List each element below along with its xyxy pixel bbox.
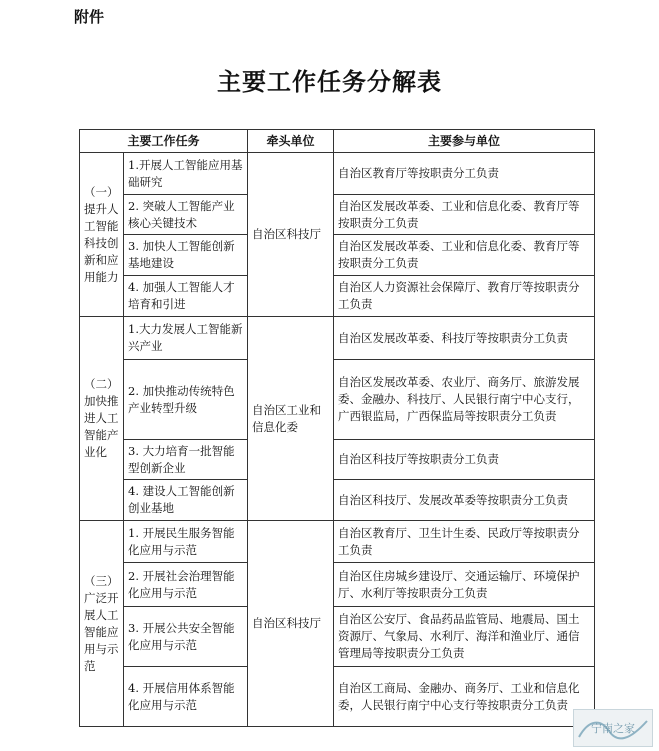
table-row <box>80 607 595 667</box>
participants-cell: 自治区发展改革委、工业和信息化委、教育厅等按职责分工负责 <box>334 195 595 235</box>
header-lead-unit: 牵头单位 <box>248 130 334 153</box>
participants-cell: 自治区人力资源社会保障厅、教育厅等按职责分工负责 <box>334 276 595 317</box>
participants-cell: 自治区教育厅、卫生计生委、民政厅等按职责分工负责 <box>334 521 595 563</box>
lead-unit-cell: 自治区科技厅 <box>248 153 334 317</box>
participants-cell: 自治区教育厅等按职责分工负责 <box>334 153 595 195</box>
group-category: （二）加快推进人工智能产业化 <box>80 317 124 521</box>
table-row <box>80 235 595 276</box>
watermark-text: 宁南之家 <box>591 722 635 735</box>
table-row <box>80 360 595 440</box>
task-cell: 4. 开展信用体系智能化应用与示范 <box>124 667 248 727</box>
participants-cell: 自治区发展改革委、科技厅等按职责分工负责 <box>334 317 595 360</box>
task-cell: 3. 大力培育一批智能型创新企业 <box>124 440 248 480</box>
attachment-label: 附件 <box>74 8 105 26</box>
task-cell: 3. 开展公共安全智能化应用与示范 <box>124 607 248 667</box>
task-cell: 2. 开展社会治理智能化应用与示范 <box>124 563 248 607</box>
table-header-row <box>80 130 595 153</box>
task-cell: 2. 加快推动传统特色产业转型升级 <box>124 360 248 440</box>
participants-cell: 自治区发展改革委、工业和信息化委、教育厅等按职责分工负责 <box>334 235 595 276</box>
task-cell: 4. 加强人工智能人才培育和引进 <box>124 276 248 317</box>
participants-cell: 自治区科技厅等按职责分工负责 <box>334 440 595 480</box>
table-row <box>80 317 595 360</box>
participants-cell: 自治区工商局、金融办、商务厅、工业和信息化委，人民银行南宁中心支行等按职责分工负责 <box>334 667 595 727</box>
table-row <box>80 667 595 727</box>
header-main-task: 主要工作任务 <box>80 130 248 153</box>
group-category: （一）提升人工智能科技创新和应用能力 <box>80 153 124 317</box>
group-category: （三）广泛开展人工智能应用与示范 <box>80 521 124 727</box>
participants-cell: 自治区住房城乡建设厅、交通运输厅、环境保护厅、水利厅等按职责分工负责 <box>334 563 595 607</box>
table-row <box>80 195 595 235</box>
participants-cell: 自治区公安厅、食品药品监管局、地震局、国土资源厅、气象局、水利厅、海洋和渔业厅、通信管理局等按职责分工负责 <box>334 607 595 667</box>
table-row <box>80 563 595 607</box>
table-row <box>80 153 595 195</box>
table-row <box>80 521 595 563</box>
watermark-logo-icon <box>575 711 651 745</box>
task-cell: 4. 建设人工智能创新创业基地 <box>124 480 248 521</box>
document-title: 主要工作任务分解表 <box>217 67 442 96</box>
task-cell: 1. 开展民生服务智能化应用与示范 <box>124 521 248 563</box>
participants-cell: 自治区发展改革委、农业厅、商务厅、旅游发展委、金融办、科技厅、人民银行南宁中心支行，广西银监局，广西保监局等按职责分工负责 <box>334 360 595 440</box>
table-row <box>80 276 595 317</box>
header-participants: 主要参与单位 <box>334 130 595 153</box>
lead-unit-cell: 自治区工业和信息化委 <box>248 317 334 521</box>
table-row <box>80 440 595 480</box>
task-cell: 1.开展人工智能应用基础研究 <box>124 153 248 195</box>
task-breakdown-table <box>79 129 595 727</box>
task-cell: 1.大力发展人工智能新兴产业 <box>124 317 248 360</box>
table-row <box>80 480 595 521</box>
task-cell: 3. 加快人工智能创新基地建设 <box>124 235 248 276</box>
site-watermark <box>573 709 653 747</box>
task-cell: 2. 突破人工智能产业核心关键技术 <box>124 195 248 235</box>
lead-unit-cell: 自治区科技厅 <box>248 521 334 727</box>
participants-cell: 自治区科技厅、发展改革委等按职责分工负责 <box>334 480 595 521</box>
